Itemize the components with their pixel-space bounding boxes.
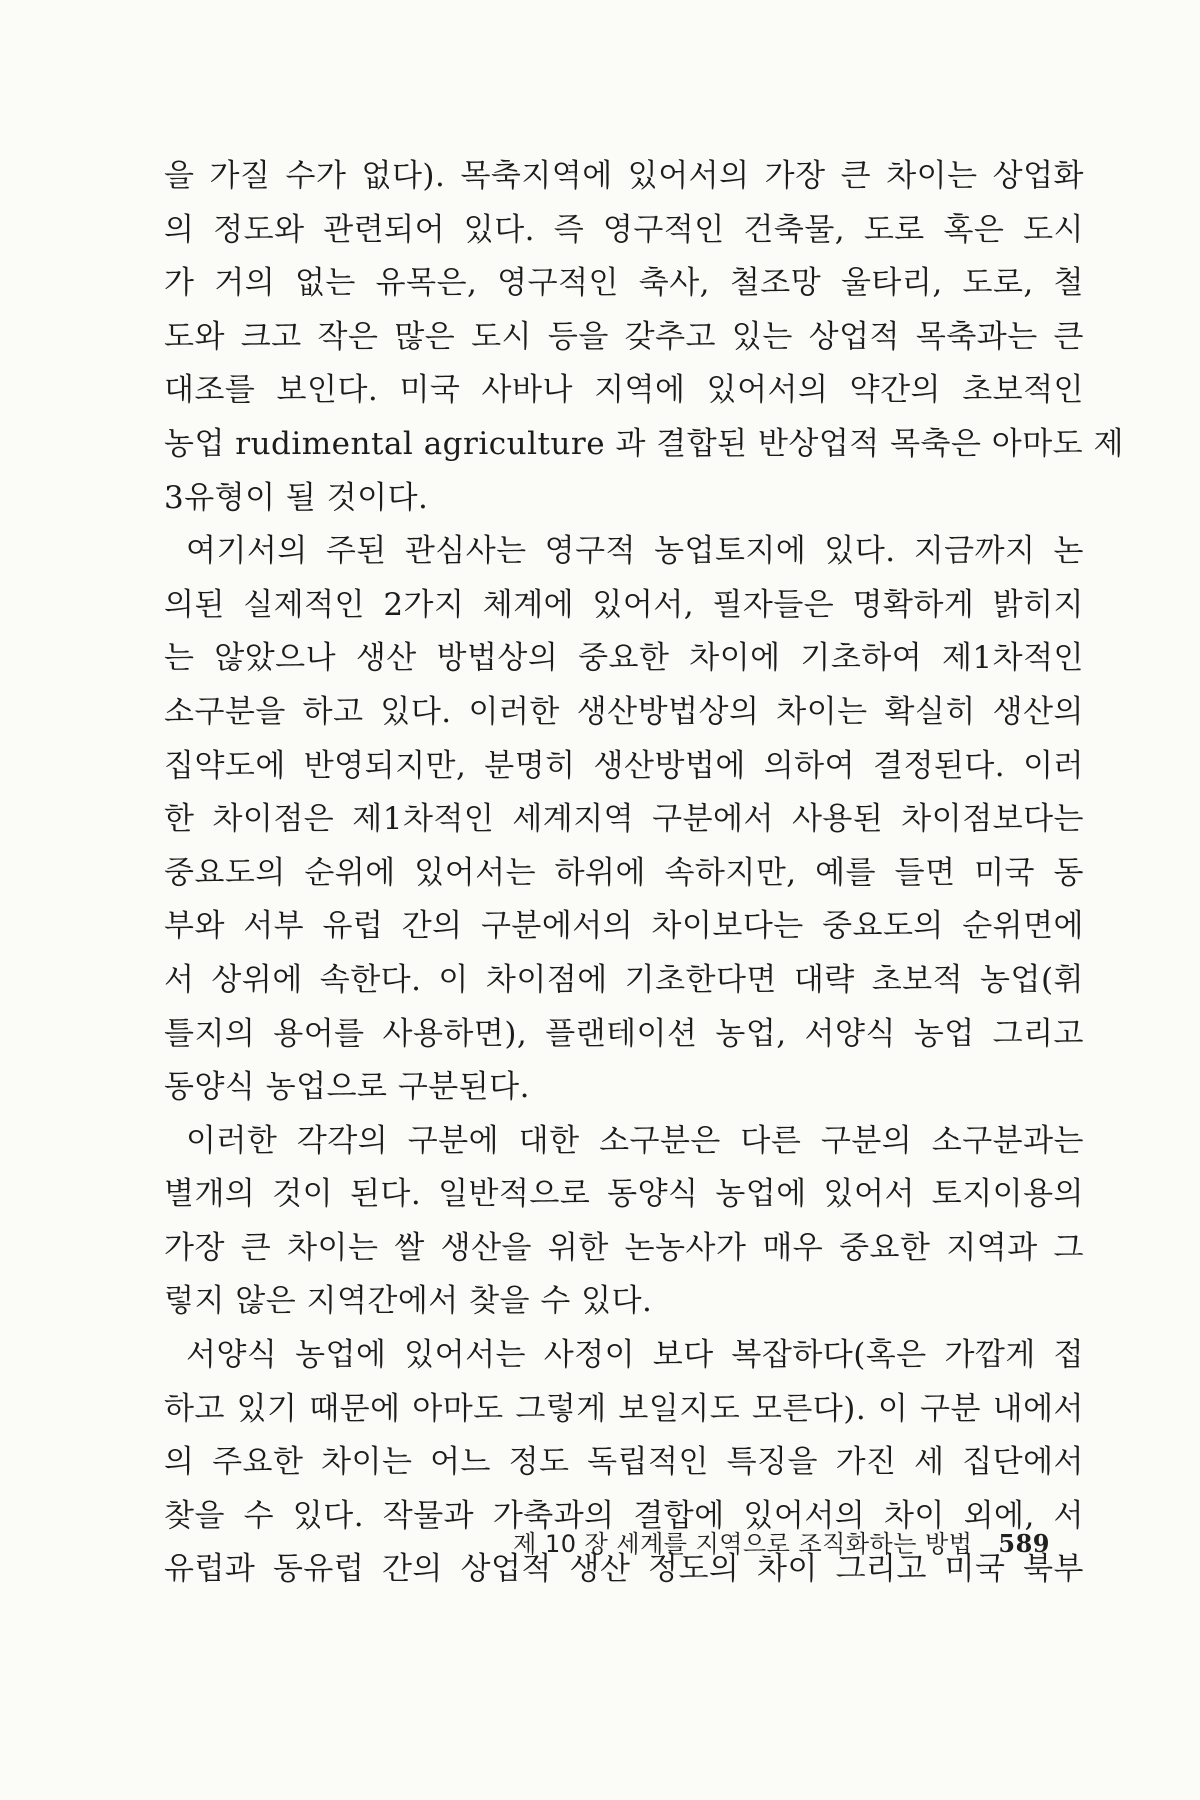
text-line: 을 가질 수가 없다). 목축지역에 있어서의 가장 큰 차이는 상업화 bbox=[164, 158, 1084, 194]
text-line: 찾을 수 있다. 작물과 가축과의 결합에 있어서의 차이 외에, 서 bbox=[164, 1497, 1084, 1534]
page-number: 589 bbox=[998, 1529, 1050, 1558]
text-line: 가 거의 없는 유목은, 영구적인 축사, 철조망 울타리, 도로, 철 bbox=[164, 265, 1084, 302]
text-line: 소구분을 하고 있다. 이러한 생산방법상의 차이는 확실히 생산의 bbox=[164, 693, 1084, 730]
text-line: 별개의 것이 된다. 일반적으로 동양식 농업에 있어서 토지이용의 bbox=[164, 1176, 1084, 1213]
text-line: 서 상위에 속한다. 이 차이점에 기초한다면 대략 초보적 농업(휘 bbox=[164, 961, 1084, 998]
text-line: 중요도의 순위에 있어서는 하위에 속하지만, 예를 들면 미국 동 bbox=[164, 854, 1084, 891]
paragraph bbox=[164, 1115, 1084, 1329]
text-line: 이러한 각각의 구분에 대한 소구분은 다른 구분의 소구분과는 bbox=[186, 1122, 1084, 1159]
text-line: 여기서의 주된 관심사는 영구적 농업토지에 있다. 지금까지 논 bbox=[186, 533, 1084, 570]
text-line: 의된 실제적인 2가지 체계에 있어서, 필자들은 명확하게 밝히지 bbox=[164, 586, 1084, 623]
text-line: 가장 큰 차이는 쌀 생산을 위한 논농사가 매우 중요한 지역과 그 bbox=[164, 1229, 1084, 1266]
text-line: 는 않았으나 생산 방법상의 중요한 차이에 기초하여 제1차적인 bbox=[164, 640, 1084, 677]
text-line: 렇지 않은 지역간에서 찾을 수 있다. bbox=[164, 1283, 653, 1320]
text-line: 의 정도와 관련되어 있다. 즉 영구적인 건축물, 도로 혹은 도시 bbox=[164, 211, 1084, 248]
text-line: 한 차이점은 제1차적인 세계지역 구분에서 사용된 차이점보다는 bbox=[164, 801, 1084, 838]
running-chapter-title: 제 10 장 세계를 지역으로 조직화하는 방법 bbox=[513, 1530, 973, 1558]
paragraph bbox=[164, 525, 1084, 1115]
text-line: 의 주요한 차이는 어느 정도 독립적인 특징을 가진 세 집단에서 bbox=[164, 1444, 1084, 1481]
text-line: 서양식 농업에 있어서는 사정이 보다 복잡하다(혹은 가깝게 접 bbox=[186, 1337, 1084, 1374]
text-line: 동양식 농업으로 구분된다. bbox=[164, 1069, 530, 1106]
text-line: 하고 있기 때문에 아마도 그렇게 보일지도 모른다). 이 구분 내에서 bbox=[164, 1390, 1084, 1427]
body-text bbox=[164, 150, 1124, 1597]
page-footer bbox=[470, 1524, 1050, 1559]
text-line: 도와 크고 작은 많은 도시 등을 갖추고 있는 상업적 목축과는 큰 bbox=[164, 318, 1084, 355]
text-line: 3유형이 될 것이다. bbox=[164, 479, 429, 516]
text-line: 틀지의 용어를 사용하면), 플랜테이션 농업, 서양식 농업 그리고 bbox=[164, 1015, 1084, 1052]
text-line: 대조를 보인다. 미국 사바나 지역에 있어서의 약간의 초보적인 bbox=[164, 372, 1084, 409]
text-line: 집약도에 반영되지만, 분명히 생산방법에 의하여 결정된다. 이러 bbox=[164, 747, 1084, 784]
text-line: 부와 서부 유럽 간의 구분에서의 차이보다는 중요도의 순위면에 bbox=[164, 908, 1084, 945]
paragraph bbox=[164, 150, 1124, 525]
text-line: 유럽과 동유럽 간의 상업적 생산 정도의 차이 그리고 미국 북부 bbox=[164, 1551, 1084, 1588]
text-line: 농업 rudimental agriculture 과 결합된 반상업적 목축은 아마도 제 bbox=[164, 425, 1124, 462]
